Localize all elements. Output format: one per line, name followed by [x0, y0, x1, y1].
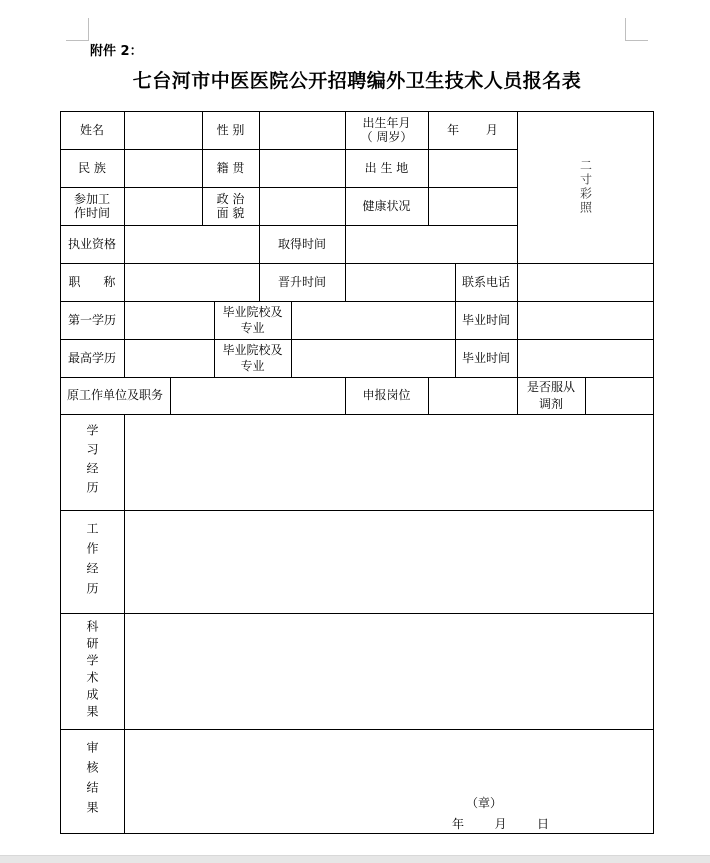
field-highest-degree[interactable] [124, 339, 214, 377]
form-title: 七台河市中医医院公开招聘编外卫生技术人员报名表 [132, 70, 582, 92]
label-work-start-line1: 参加工 [73, 192, 110, 206]
field-first-grad-time[interactable] [517, 301, 653, 339]
field-professional-title[interactable] [124, 263, 259, 301]
field-first-degree[interactable] [124, 301, 214, 339]
field-first-school-major[interactable] [291, 301, 455, 339]
field-promotion-time[interactable] [345, 263, 455, 301]
label-license: 执业资格 [67, 236, 116, 251]
field-work-start[interactable] [124, 187, 202, 225]
label-prev-employer: 原工作单位及职务 [66, 388, 163, 403]
label-review-result [60, 729, 124, 833]
field-highest-school-major[interactable] [291, 339, 455, 377]
field-phone[interactable] [517, 263, 653, 301]
label-promotion-time: 晋升时间 [277, 274, 326, 289]
field-license[interactable] [124, 225, 259, 263]
seal-label: （章） [466, 796, 503, 810]
label-name: 姓名 [79, 122, 104, 137]
label-professional-title: 职 称 [68, 274, 116, 289]
field-birth-date[interactable]: 年 月 [447, 122, 498, 137]
label-research [60, 613, 124, 729]
label-highest-school-major-line2: 专业 [240, 359, 265, 373]
field-accept-transfer[interactable] [585, 377, 653, 414]
label-political-status-line2: 面 貌 [216, 206, 245, 220]
label-obtained-time: 取得时间 [277, 236, 326, 251]
label-first-school-major-line1: 毕业院校及 [222, 305, 283, 319]
label-position-applied: 申报岗位 [362, 388, 411, 403]
label-political-status [202, 187, 259, 225]
label-birth-date [345, 111, 428, 149]
label-first-grad-time: 毕业时间 [461, 312, 510, 327]
label-birth-date-line1: 出生年月 [362, 116, 411, 130]
photo-label: 二寸彩照 [578, 159, 593, 215]
attachment-label: 附件 2： [90, 44, 143, 59]
label-first-degree: 第一学历 [67, 312, 116, 327]
field-gender[interactable] [259, 111, 345, 149]
label-accept-transfer-line2: 调剂 [538, 396, 563, 411]
label-political-status-line1: 政 治 [216, 192, 245, 206]
field-work-history[interactable] [124, 510, 653, 613]
label-study-history-text: 学习经历 [85, 424, 99, 500]
label-birthplace: 出 生 地 [364, 160, 409, 175]
label-highest-degree: 最高学历 [67, 350, 116, 365]
field-position-applied[interactable] [428, 377, 517, 414]
label-birth-date-age: （ 周岁） [360, 130, 413, 144]
label-study-history [60, 414, 124, 510]
label-work-start-line2: 作时间 [73, 206, 110, 220]
label-ethnicity: 民 族 [78, 160, 106, 175]
label-work-history-text: 工作经历 [85, 521, 99, 602]
field-research[interactable] [124, 613, 653, 729]
label-phone: 联系电话 [461, 274, 510, 289]
label-work-start [60, 187, 124, 225]
field-political-status[interactable] [259, 187, 345, 225]
field-birthplace[interactable] [428, 149, 517, 187]
field-native-place[interactable] [259, 149, 345, 187]
photo-box[interactable] [517, 111, 653, 263]
field-health[interactable] [428, 187, 517, 225]
label-research-text: 科研学术成果 [85, 620, 99, 722]
review-date: 年 月 日 [452, 817, 550, 831]
label-native-place: 籍 贯 [216, 160, 245, 175]
label-review-result-text: 审核结果 [85, 741, 99, 821]
label-health: 健康状况 [362, 198, 411, 213]
label-highest-grad-time: 毕业时间 [461, 350, 510, 365]
label-accept-transfer-line1: 是否服从 [526, 379, 575, 394]
field-review-result[interactable] [124, 729, 653, 833]
field-prev-employer[interactable] [170, 377, 345, 414]
label-first-school-major [214, 301, 291, 339]
field-ethnicity[interactable] [124, 149, 202, 187]
field-obtained-time[interactable] [345, 225, 517, 263]
field-highest-grad-time[interactable] [517, 339, 653, 377]
label-highest-school-major-line1: 毕业院校及 [222, 343, 283, 357]
label-work-history [60, 510, 124, 613]
label-highest-school-major [214, 339, 291, 377]
field-name[interactable] [124, 111, 202, 149]
label-first-school-major-line2: 专业 [240, 321, 265, 335]
field-study-history[interactable] [124, 414, 653, 510]
label-accept-transfer [517, 377, 585, 414]
label-gender: 性 别 [216, 122, 245, 137]
